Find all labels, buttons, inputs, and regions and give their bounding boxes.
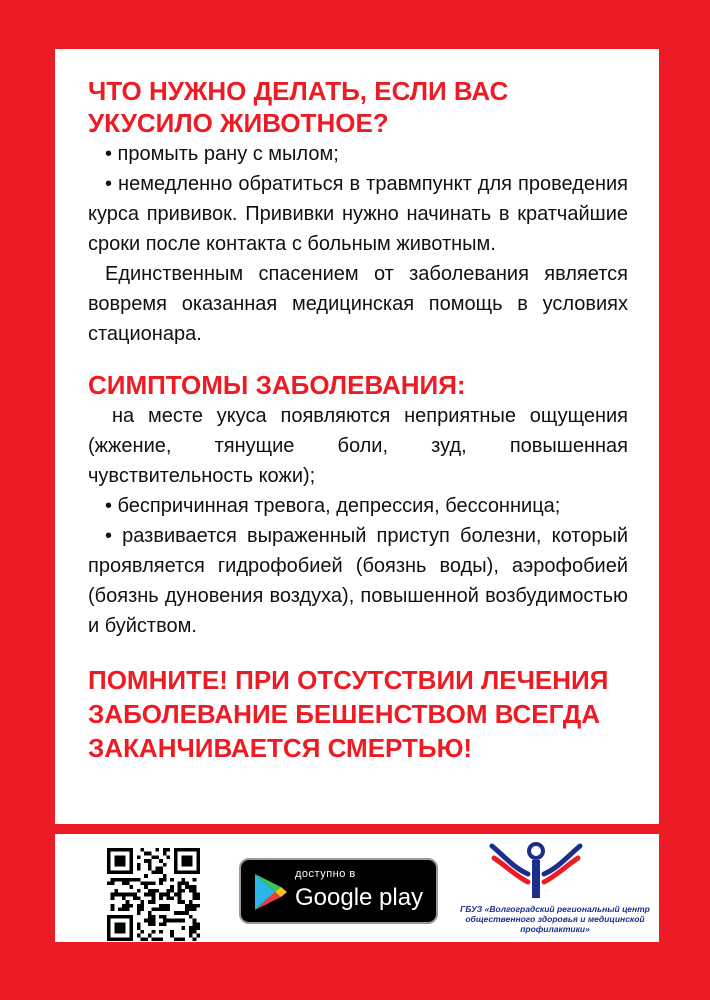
google-play-badge[interactable] — [239, 858, 438, 924]
symptom-item: • беспричинная тревога, депрессия, бессонница; — [105, 495, 561, 517]
main-panel — [55, 49, 659, 824]
warning-text: ПОМНИТЕ! ПРИ ОТСУТСТВИИ ЛЕЧЕНИЯ ЗАБОЛЕВАНИЕ БЕШЕНСТВОМ ВСЕГДА ЗАКАНЧИВАЕТСЯ СМЕРТЬЮ! — [88, 665, 609, 763]
symptoms-heading: СИМПТОМЫ ЗАБОЛЕВАНИЯ: — [88, 370, 466, 400]
google-play-icon — [253, 872, 289, 912]
footer — [55, 834, 659, 942]
organization-name: ГБУЗ «Волгоградский региональный центр общественного здоровья и медицинской профилактики» — [460, 904, 650, 934]
symptom-item: на месте укуса появляются неприятные ощущения (жжение, тянущие боли, зуд, повышенная чувствительность кожи); — [88, 405, 628, 487]
action-item: • немедленно обратиться в травмпункт для проведения курса прививок. Прививки нужно начинать в кратчайшие сроки после контакта с больным животным. — [88, 173, 628, 255]
organization-logo-icon — [488, 842, 584, 900]
google-play-small-text: доступно в — [295, 868, 356, 880]
action-item: Единственным спасением от заболевания является вовремя оказанная медицинская помощь в условиях стационара. — [88, 263, 628, 345]
google-play-title: Google play — [295, 884, 424, 911]
content — [88, 75, 628, 765]
symptom-item: • развивается выраженный приступ болезни, который проявляется гидрофобией (боязнь воды), аэрофобией (боязнь дуновения воздуха), повышенной возбудимостью и буйством. — [88, 525, 628, 637]
bite-heading: ЧТО НУЖНО ДЕЛАТЬ, ЕСЛИ ВАС УКУСИЛО ЖИВОТНОЕ? — [88, 76, 509, 138]
action-item: • промыть рану с мылом; — [105, 143, 339, 165]
qr-code-icon[interactable] — [107, 848, 200, 941]
